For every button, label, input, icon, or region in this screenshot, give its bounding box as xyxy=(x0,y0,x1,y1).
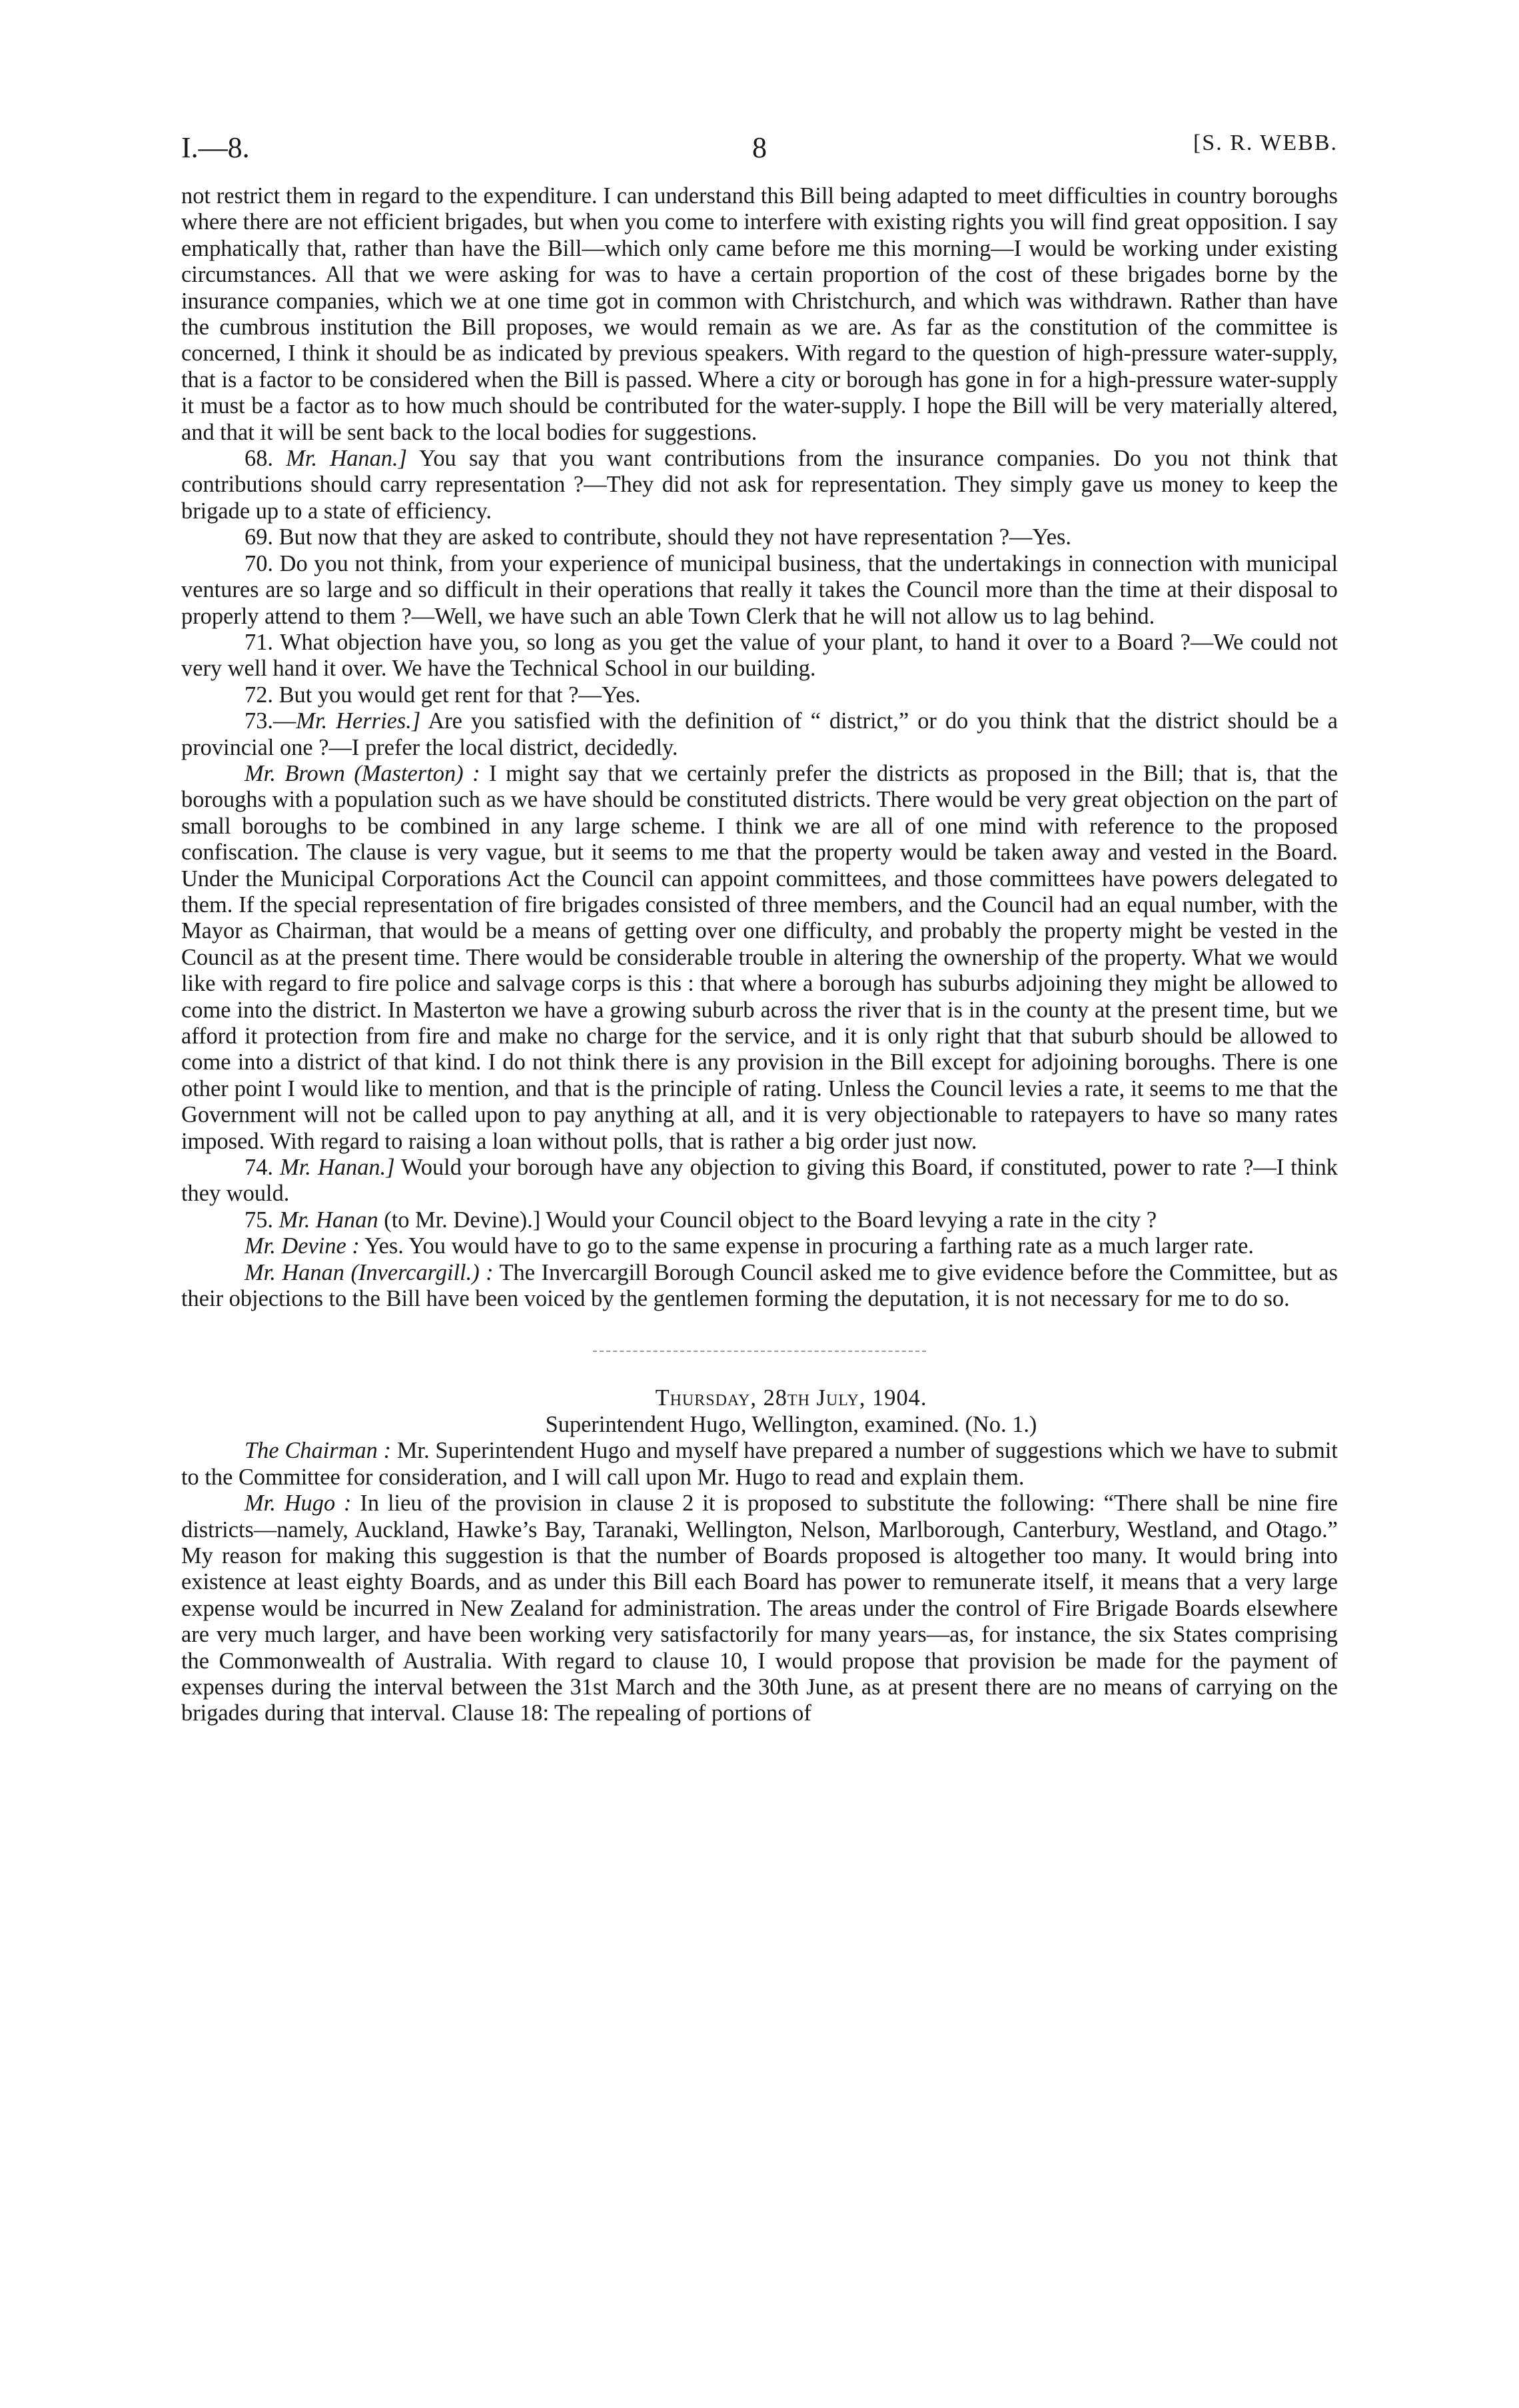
speaker: Mr. Hugo : xyxy=(245,1491,352,1516)
question-text: Would your Council object to the Board levying a rate in the city ? xyxy=(546,1207,1157,1233)
section-divider xyxy=(593,1351,926,1352)
question-number: 68. xyxy=(245,446,273,472)
question-70: 70. Do you not think, from your experience of municipal business, that the undertakings in connection with municipal ventures are so large and so difficult in their operations that really it takes the Council more than the time at their disposal to properly attend to them ?—Well, we have such an able Town Clerk that he will not allow us to lag behind. xyxy=(181,550,1338,629)
speaker: Mr. Hanan.] xyxy=(280,1155,395,1181)
statement-chairman xyxy=(181,1438,1338,1491)
statement-text: Mr. Superintendent Hugo and myself have prepared a number of suggestions which we have to submit to the Committee for consideration, and I will call upon Mr. Hugo to read and explain them. xyxy=(181,1438,1338,1490)
question-68 xyxy=(181,446,1338,524)
question-number: 73.— xyxy=(245,708,296,734)
statement-text: Yes. You would have to go to the same expense in procuring a farthing rate as a much larger rate. xyxy=(364,1233,1255,1259)
question-text: You say that you want contributions from the insurance companies. Do you not think that contributions should carry representation ?—They did not ask for representation. They simply gave us money to keep the brigade up to a state of efficiency. xyxy=(181,446,1338,524)
question-72: 72. But you would get rent for that ?—Yes. xyxy=(245,682,641,708)
question-73 xyxy=(181,708,1338,761)
page-header xyxy=(181,131,1338,171)
page-number: 8 xyxy=(752,131,767,164)
statement-hugo xyxy=(181,1491,1338,1727)
statement-devine xyxy=(181,1233,1338,1259)
document-code: I.—8. xyxy=(181,131,250,164)
statement-text: The Invercargill Borough Council asked me to give evidence before the Committee, but as their objections to the Bill have been voiced by the gentlemen forming the deputation, it is not necessary for me to do so. xyxy=(181,1259,1338,1312)
statement-brown xyxy=(181,761,1338,1155)
question-74 xyxy=(181,1155,1338,1207)
speaker: Mr. Hanan (Invercargill.) : xyxy=(245,1259,494,1285)
paragraph-continuation: not restrict them in regard to the expenditure. I can understand this Bill being adapted to meet difficulties in country boroughs where there are not efficient brigades, but when you come to interfere with existing rights you will find great opposition. I say emphatically that, rather than have the Bill—which only came before me this morning—I would be working under existing circumstances. All that we were asking for was to have a certain proportion of the cost of these brigades borne by the insurance companies, which we at one time got in common with Christchurch, and which was withdrawn. Rather than have the cumbrous institution the Bill proposes, we would remain as we are. As far as the constitution of the committee is concerned, I think it should be as indicated by previous speakers. With regard to the question of high-pressure water-supply, that is a factor to be considered when the Bill is passed. Where a city or borough has gone in for a high-pressure water-supply it must be a factor as to how much should be contributed for the water-supply. I hope the Bill will be very materially altered, and that it will be sent back to the local bodies for suggestions. xyxy=(181,183,1338,445)
speaker: Mr. Brown (Masterton) : xyxy=(245,760,480,786)
question-text: Would your borough have any objection to giving this Board, if constituted, power to rate ?—I think they would. xyxy=(181,1155,1338,1207)
witness-name: [S. R. WEBB. xyxy=(1193,131,1338,155)
page-body xyxy=(181,183,1338,1727)
speaker: Mr. Hanan.] xyxy=(286,446,407,472)
question-text: Are you satisfied with the definition of “ district,” or do you think that the district should be a provincial one ?—I prefer the local district, decidedly. xyxy=(181,708,1338,760)
question-69: 69. But now that they are asked to contribute, should they not have representation ?—Yes. xyxy=(245,524,1071,550)
section-subheading: Superintendent Hugo, Wellington, examined. (No. 1.) xyxy=(545,1411,1037,1437)
statement-text: I might say that we certainly prefer the districts as proposed in the Bill; that is, that the boroughs with a population such as we have should be constituted districts. There would be very great objection on the part of small boroughs to be combined in any large scheme. I think we are all of one mind with reference to the proposed confiscation. The clause is very vague, but it seems to me that the property would be taken away and vested in the Board. Under the Municipal Corporations Act the Council can appoint committees, and those committees have powers delegated to them. If the special representation of fire brigades consisted of three members, and the Council had an equal number, with the Mayor as Chairman, that would be a means of getting over one difficulty, and probably the property might be vested in the Council as at the present time. There would be considerable trouble in altering the ownership of the property. What we would like with regard to fire police and salvage corps is this : that where a borough has suburbs adjoining they might be allowed to come into the district. In Masterton we have a growing suburb across the river that is in the county at the present time, but we afford it protection from fire and make no charge for the service, and it is only right that that suburb should be allowed to come into a district of that kind. I do not think there is any provision in the Bill except for adjoining boroughs. There is one other point I would like to mention, and that is the principle of rating. Unless the Council levies a rate, it seems to me that the Government will not be called upon to pay anything at all, and it is very objectionable to ratepayers to have so many rates imposed. With regard to raising a loan without polls, that is rather a big order just now. xyxy=(181,760,1338,1154)
section-date-heading: Thursday, 28th July, 1904. xyxy=(655,1385,927,1411)
question-number: 74. xyxy=(245,1155,273,1181)
question-71: 71. What objection have you, so long as you get the value of your plant, to hand it over to a Board ?—We could not very well hand it over. We have the Technical School in our building. xyxy=(181,629,1338,682)
speaker: Mr. Devine : xyxy=(245,1233,360,1259)
speaker: Mr. Herries.] xyxy=(296,708,421,734)
speaker: The Chairman : xyxy=(245,1438,392,1464)
statement-text: In lieu of the provision in clause 2 it is proposed to substitute the following: “There shall be nine fire districts—namely, Auckland, Hawke’s Bay, Taranaki, Wellington, Nelson, Marlborough, Canterbury, Westland, and Otago.” My reason for making this suggestion is that the number of Boards proposed is altogether too many. It would bring into existence at least eighty Boards, and as under this Bill each Board has power to remunerate itself, it means that a very large expense would be incurred in New Zealand for administration. The areas under the control of Fire Brigade Boards elsewhere are very much larger, and have been working very satisfactorily for many years—as, for instance, the six States comprising the Commonwealth of Australia. With regard to clause 10, I would propose that provision be made for the payment of expenses during the interval between the 31st March and the 30th June, as at present there are no means of carrying on the brigades during that interval. Clause 18: The repealing of portions of xyxy=(181,1491,1338,1726)
question-75 xyxy=(181,1207,1338,1233)
speaker-note: (to Mr. Devine).] xyxy=(384,1207,541,1233)
question-number: 75. xyxy=(245,1207,273,1233)
speaker: Mr. Hanan xyxy=(278,1207,378,1233)
statement-hanan-invercargill xyxy=(181,1260,1338,1313)
